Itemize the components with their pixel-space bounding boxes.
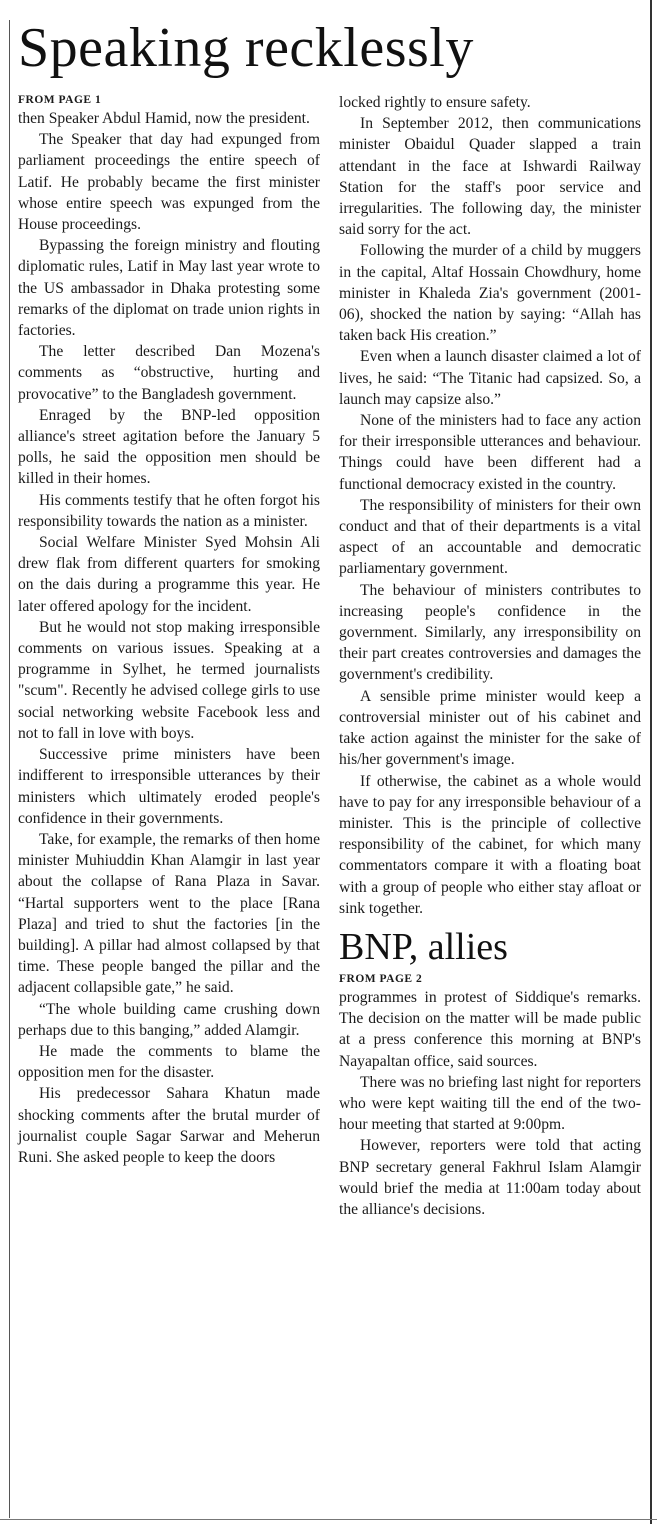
- article-headline: Speaking recklessly: [18, 17, 474, 79]
- paragraph: If otherwise, the cabinet as a whole would have to pay for any irresponsible behaviour of a minister. This is the principle of collective responsibility of the cabinet, for which many commentators compare it with a floating boat with a group of people who either stay afloat or sink together.: [339, 772, 641, 917]
- paragraph: Bypassing the foreign ministry and flouting diplomatic rules, Latif in May last year wrote to the US ambassador in Dhaka protesting some remarks of the diplomat on trade union rights in factories.: [18, 237, 320, 340]
- article-left-column: [18, 92, 320, 1168]
- second-article-body: [339, 987, 641, 1220]
- second-article-headline: BNP, allies: [339, 925, 508, 968]
- paragraph: However, reporters were told that acting BNP secretary general Fakhrul Islam Alamgir would brief the media at 11:00am today about the alliance's decisions.: [339, 1137, 641, 1218]
- paragraph: locked rightly to ensure safety.: [339, 94, 531, 111]
- paragraph: then Speaker Abdul Hamid, now the president.: [18, 110, 310, 127]
- paragraph: Following the murder of a child by muggers in the capital, Altaf Hossain Chowdhury, home minister in Khaleda Zia's government (2001-06), shocked the nation by saying: “Allah has taken back His creation.”: [339, 242, 641, 345]
- paragraph: He made the comments to blame the opposition men for the disaster.: [18, 1042, 320, 1082]
- paragraph: A sensible prime minister would keep a controversial minister out of his cabinet and take action against the minister for the sake of his/her government's image.: [339, 687, 641, 769]
- jump-kicker: FROM PAGE 1: [18, 94, 102, 106]
- column-divider-right: [650, 0, 652, 1524]
- paragraph: The Speaker that day had expunged from parliament proceedings the entire speech of Latif. He probably became the first minister whose entire speech was expunged from the House proceedings.: [18, 131, 320, 234]
- paragraph: The letter described Dan Mozena's comments as “obstructive, hurting and provocative” to the Bangladesh government.: [18, 343, 320, 403]
- paragraph: The behaviour of ministers contributes to increasing people's confidence in the government. Similarly, any irresponsibility on their part creates controversies and damages the government's credibility.: [339, 581, 641, 684]
- bottom-divider: [0, 1519, 657, 1520]
- article-right-column: [339, 92, 641, 1220]
- second-article-kicker: FROM PAGE 2: [339, 972, 423, 985]
- paragraph: Take, for example, the remarks of then home minister Muhiuddin Khan Alamgir in last year about the collapse of Rana Plaza in Savar. “Hartal supporters went to the place [Rana Plaza] and tried to shut the factories [in the building]. A pillar had almost collapsed by that time. These people banged the pillar and the adjacent collapsible gate,” he said.: [18, 830, 320, 997]
- paragraph: His comments testify that he often forgot his responsibility towards the nation as a minister.: [18, 491, 320, 530]
- paragraph: The responsibility of ministers for their own conduct and that of their departments is a vital aspect of an accountable and democratic parliamentary government.: [339, 496, 641, 578]
- right-column-body: [339, 92, 641, 919]
- paragraph: None of the ministers had to face any action for their irresponsible utterances and behaviour. Things could have been different had a functional democracy existed in the country.: [339, 412, 641, 493]
- paragraph: programmes in protest of Siddique's remarks. The decision on the matter will be made public at a press conference this morning at BNP's Nayapaltan office, said sources.: [339, 988, 641, 1070]
- paragraph: But he would not stop making irresponsible comments on various issues. Speaking at a programme in Sylhet, he termed journalists "scum". Recently he advised college girls to use social networking website Facebook less and not to fall in love with boys.: [18, 618, 320, 742]
- column-divider-left: [9, 20, 10, 1518]
- paragraph: In September 2012, then communications minister Obaidul Quader slapped a train attendant in the face at Ishwardi Railway Station for the staff's poor service and irregularities. The following day, the minister said sorry for the act.: [339, 115, 641, 239]
- paragraph: His predecessor Sahara Khatun made shocking comments after the brutal murder of journalist couple Sagar Sarwar and Meherun Runi. She asked people to keep the doors: [18, 1085, 320, 1166]
- left-column-body: [18, 108, 320, 1168]
- paragraph: Successive prime ministers have been indifferent to irresponsible utterances by their ministers which ultimately eroded people's confidence in their governments.: [18, 746, 320, 827]
- paragraph: “The whole building came crushing down perhaps due to this banging,” added Alamgir.: [18, 1000, 320, 1039]
- paragraph: There was no briefing last night for reporters who were kept waiting till the end of the two-hour meeting that started at 9:00pm.: [339, 1073, 641, 1134]
- paragraph: Social Welfare Minister Syed Mohsin Ali drew flak from different quarters for smoking on the dais during a programme this year. He later offered apology for the incident.: [18, 534, 320, 615]
- paragraph: Even when a launch disaster claimed a lot of lives, he said: “The Titanic had capsized. So, a launch may capsize also.”: [339, 348, 641, 408]
- paragraph: Enraged by the BNP-led opposition alliance's street agitation before the January 5 polls, he said the opposition men should be killed in their homes.: [18, 406, 320, 488]
